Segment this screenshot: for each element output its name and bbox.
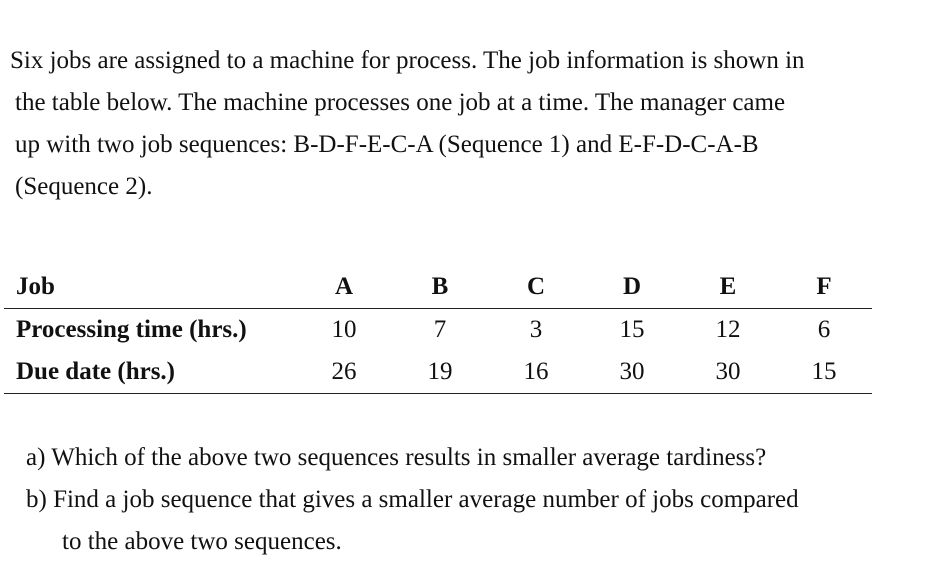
row-label-due-date: Due date (hrs.) bbox=[4, 351, 296, 394]
row-label-processing-time: Processing time (hrs.) bbox=[16, 316, 247, 343]
question-b: b) Find a job sequence that gives a smaller average number of jobs compared bbox=[26, 486, 799, 513]
intro-line-2: the table below. The machine processes one job at a time. The manager came bbox=[15, 89, 786, 116]
job-info-table bbox=[4, 266, 872, 394]
processing-time-b: 7 bbox=[433, 316, 447, 343]
due-date-a: 26 bbox=[296, 351, 392, 394]
questions bbox=[26, 437, 906, 563]
job-header-d: D bbox=[584, 266, 680, 309]
job-header-b: B bbox=[392, 266, 488, 309]
intro-line-4: (Sequence 2). bbox=[15, 173, 153, 200]
job-header-f: F bbox=[776, 266, 872, 309]
question-b-continued: to the above two sequences. bbox=[62, 528, 342, 555]
intro-line-3: up with two job sequences: B-D-F-E-C-A (Sequence 1) and E-F-D-C-A-B bbox=[15, 131, 759, 158]
table-row-due-date bbox=[4, 351, 872, 394]
due-date-c: 16 bbox=[488, 351, 584, 394]
processing-time-f: 6 bbox=[817, 316, 831, 343]
header-label-job: Job bbox=[4, 266, 296, 309]
table-header-row bbox=[4, 266, 872, 309]
job-header-c: C bbox=[488, 266, 584, 309]
due-date-f: 15 bbox=[776, 351, 872, 394]
question-a: a) Which of the above two sequences results in smaller average tardiness? bbox=[26, 444, 767, 471]
job-header-e: E bbox=[680, 266, 776, 309]
processing-time-a: 10 bbox=[331, 316, 357, 343]
due-date-d: 30 bbox=[584, 351, 680, 394]
processing-time-d: 15 bbox=[619, 316, 645, 343]
due-date-e: 30 bbox=[680, 351, 776, 394]
table-row-processing-time bbox=[4, 309, 872, 352]
problem-statement bbox=[10, 40, 898, 208]
processing-time-e: 12 bbox=[715, 316, 741, 343]
intro-line-1: Six jobs are assigned to a machine for process. The job information is shown in bbox=[10, 47, 805, 74]
processing-time-c: 3 bbox=[529, 316, 543, 343]
job-header-a: A bbox=[296, 266, 392, 309]
due-date-b: 19 bbox=[392, 351, 488, 394]
